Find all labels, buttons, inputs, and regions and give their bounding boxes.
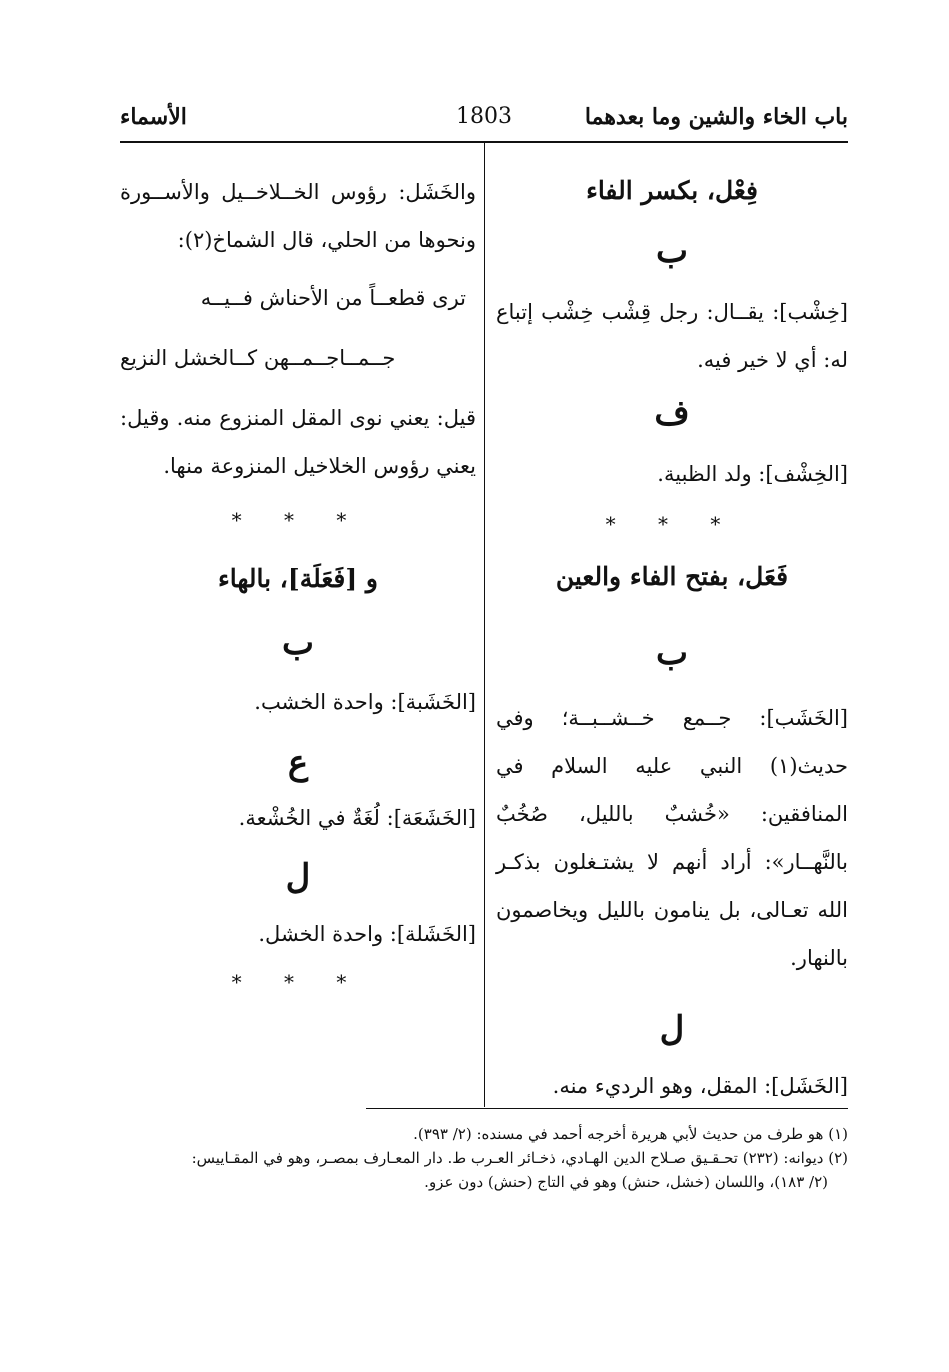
entry-khashab: [الخَشَب]: جــمع خــشــبــة؛ وفي حديث(١) النبي عليه السلام في المنافقين: «خُشبٌ بالليل، صُخُبٌ بالنَّهــار»: أراد أنهم لا يشتـغلون بذكـر الله تعـالى، بل ينامون بالليل ويخاصمون بالنهار. [496,706,848,970]
entry-khashal-continued: والخَشَل: رؤوس الخــلاخــيل والأســورة ونحوها من الحلي، قال الشماخ(٢): [120,180,476,252]
section-separator: * * * [605,512,739,536]
page-header [120,104,848,138]
letter-heading-f: ف [654,393,690,433]
heading-faala: و [فَعَلَة]، بالهاء [218,564,378,593]
verse-line-1: ترى قطعــاً من الأحناش فــيــه [200,286,466,310]
letter-heading-l: ل [285,857,311,897]
footnote-2-line-2: (٢/ ١٨٣)، واللسان (خشل، حنش) وهو في التاج (حنش) دون عزو. [424,1173,828,1191]
column-divider [484,142,485,1107]
entry-khashala: [الخَشَلة]: واحدة الخشل. [258,922,476,946]
entry-khishb: [خِشْب]: يقــال: رجل قِشْب خِشْب إتباع له: أي لا خير فيه. [496,300,848,372]
section-separator: * * * [231,970,365,994]
section-separator: * * * [231,508,365,532]
heading-faal: فَعَل، بفتح الفاء والعين [555,562,789,591]
entry-khashaa: [الخَشَعَة]: لُغَةٌ في الخُشْعة. [238,806,476,830]
right-column [496,160,848,1110]
heading-fil: فِعْل، بكسر الفاء [586,176,758,205]
letter-heading-l: ل [659,1009,685,1049]
letter-heading-b: ب [655,231,688,271]
verse-line-2: جــمــاجــمــهن كــالخشل النزيع [120,346,396,370]
entry-khishf: [الخِشْف]: ولد الظبية. [657,462,848,486]
footnote-rule [366,1108,848,1109]
chapter-title: باب الخاء والشين وما بعدهما [584,104,848,130]
footnote-2-line-1: (٢) ديوانه: (٢٣٢) تحـقـيق صـلاح الدين الهـادي، ذخـائر العـرب ط. دار المعـارف بمصـر، وهو في المقـاييس: [191,1149,848,1167]
footnotes [120,1122,848,1194]
letter-heading-ain: ع [287,743,309,783]
section-title: الأسماء [120,104,187,130]
footnote-1: (١) هو طرف من حديث لأبي هريرة أخرجه أحمد في مسنده: (٢/ ٣٩٣). [413,1125,848,1143]
left-column [120,160,476,994]
page-number: 1803 [456,104,512,129]
entry-explanation: قيل: يعني نوى المقل المنزوع منه. وقيل: يعني رؤوس الخلاخيل المنزوعة منها. [120,406,476,478]
letter-heading-b: ب [281,623,314,663]
entry-khashaba: [الخَشَبة]: واحدة الخشب. [254,690,476,714]
entry-khashal: [الخَشَل]: المقل، وهو الرديء منه. [552,1074,848,1098]
letter-heading-b2: ب [655,633,688,673]
